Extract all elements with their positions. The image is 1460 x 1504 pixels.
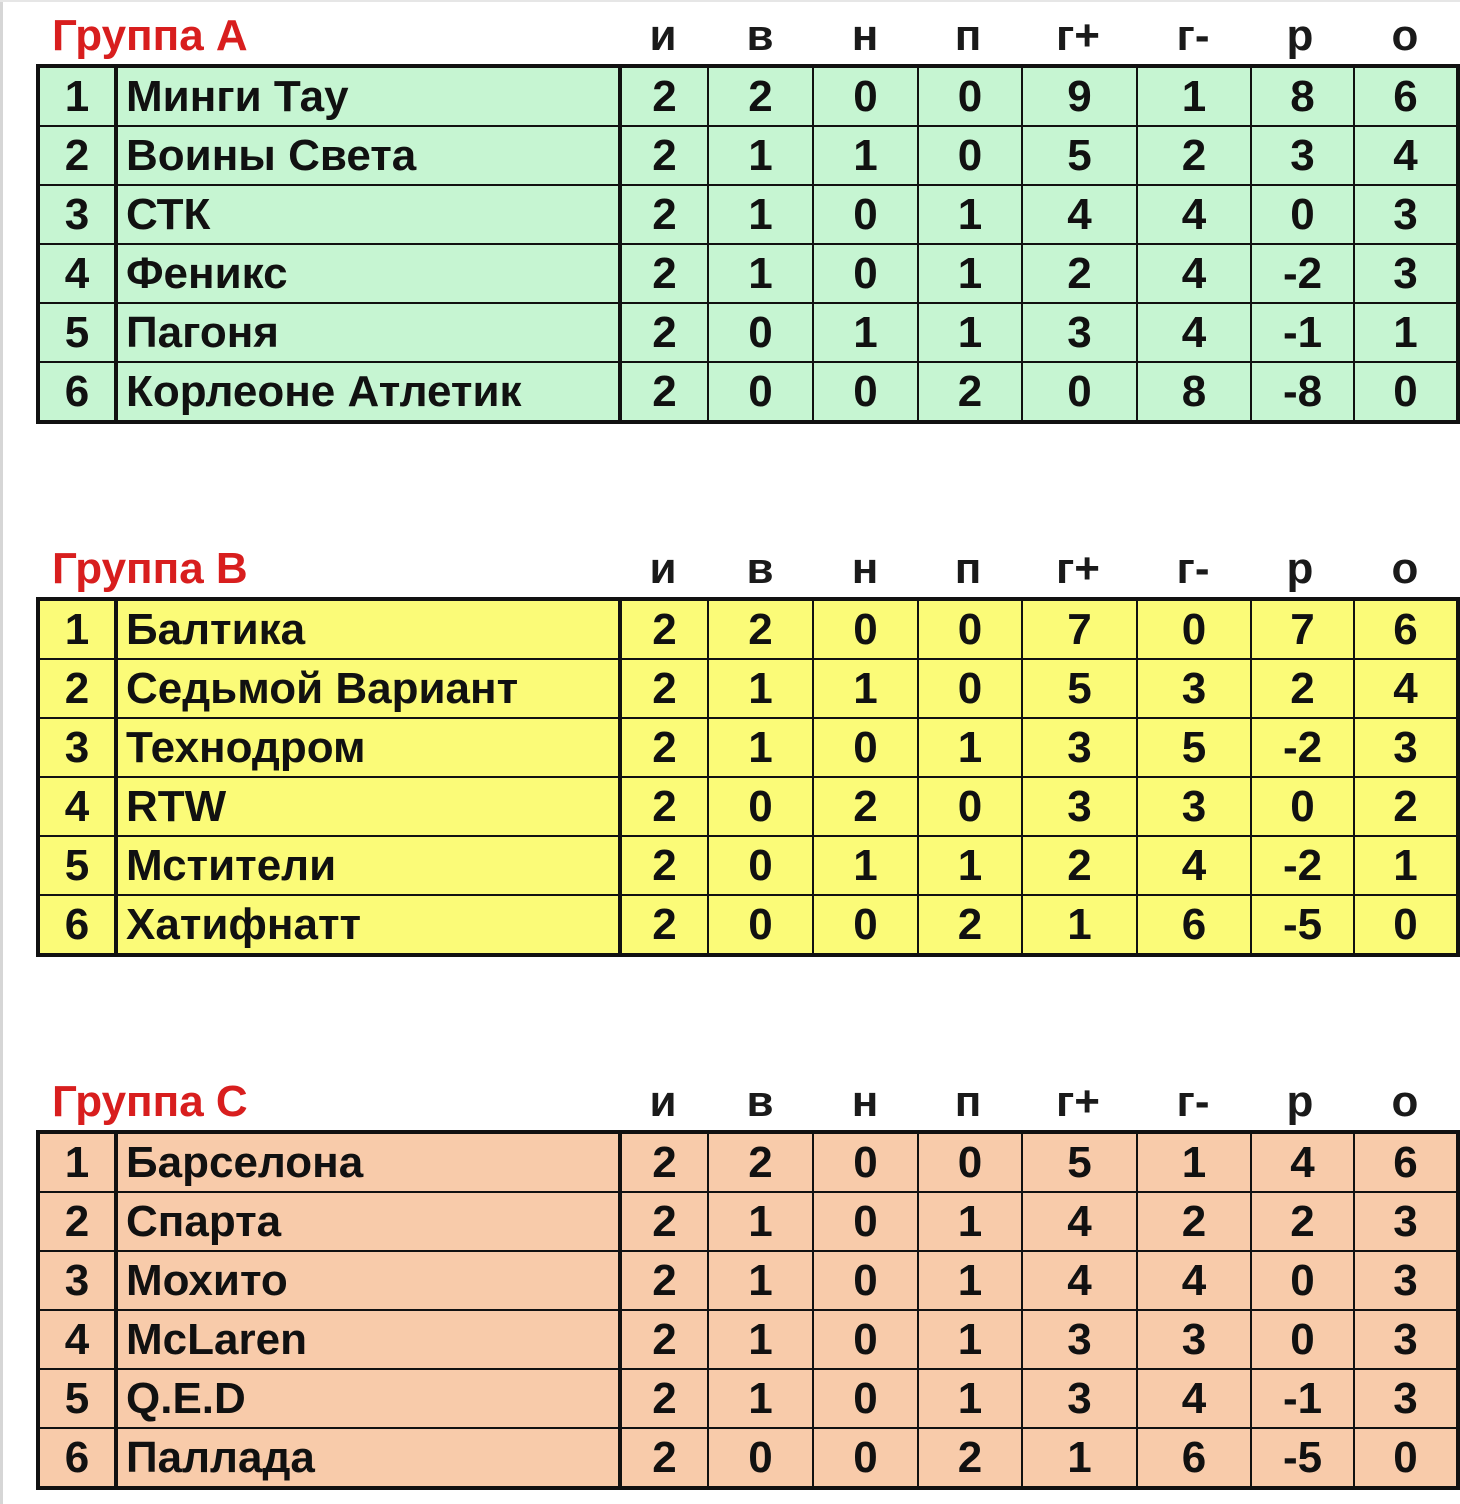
position-cell: 5 [38, 1369, 116, 1428]
stat-cell: 1 [708, 659, 813, 718]
stat-cell: 1 [1137, 1132, 1251, 1192]
stat-cell: 2 [1137, 1192, 1251, 1251]
stat-cell: 0 [813, 1310, 918, 1369]
column-header: о [1391, 544, 1419, 593]
stat-cell: 2 [708, 599, 813, 659]
stat-cell: 2 [708, 1132, 813, 1192]
stat-cell: 0 [813, 66, 918, 126]
team-name-cell: Пагоня [116, 303, 620, 362]
column-header: п [954, 544, 982, 593]
position-cell: 4 [38, 777, 116, 836]
stat-cell: 3 [1022, 777, 1137, 836]
column-header: о [1391, 11, 1419, 60]
column-header: г+ [1055, 1077, 1101, 1126]
position-cell: 3 [38, 185, 116, 244]
stat-cell: 4 [1137, 185, 1251, 244]
stat-cell: 5 [1022, 659, 1137, 718]
stat-cell: 1 [708, 185, 813, 244]
standings-table [36, 597, 1460, 957]
stat-cell: 1 [918, 1369, 1022, 1428]
stat-cell: 0 [918, 126, 1022, 185]
stat-cell: 3 [1354, 1192, 1458, 1251]
stat-cell: -5 [1251, 1428, 1354, 1488]
stat-cell: 6 [1354, 599, 1458, 659]
column-header: и [649, 1077, 677, 1126]
stat-cell: 0 [813, 1192, 918, 1251]
position-cell: 4 [38, 1310, 116, 1369]
stat-cell: 1 [918, 1310, 1022, 1369]
stat-cell: 0 [813, 1251, 918, 1310]
team-name-cell: Технодром [116, 718, 620, 777]
stat-cell: 1 [813, 126, 918, 185]
column-header: н [851, 11, 879, 60]
team-name-cell: Балтика [116, 599, 620, 659]
stat-cell: 8 [1137, 362, 1251, 422]
stat-cell: 2 [1137, 126, 1251, 185]
stat-cell: 1 [813, 836, 918, 895]
stat-cell: 4 [1137, 1251, 1251, 1310]
stat-cell: 1 [1022, 895, 1137, 955]
stat-cell: 5 [1022, 126, 1137, 185]
stat-cell: 2 [620, 362, 708, 422]
column-header: н [851, 544, 879, 593]
table-row [38, 1251, 1458, 1310]
column-header: в [746, 11, 774, 60]
stat-cell: 6 [1137, 895, 1251, 955]
column-header: г- [1176, 11, 1210, 60]
stat-cell: 1 [708, 1310, 813, 1369]
stat-cell: 2 [620, 718, 708, 777]
stat-cell: 0 [813, 895, 918, 955]
table-row [38, 126, 1458, 185]
position-cell: 1 [38, 599, 116, 659]
stat-cell: 4 [1022, 1251, 1137, 1310]
table-row [38, 1428, 1458, 1488]
stat-cell: 3 [1137, 659, 1251, 718]
team-name-cell: Хатифнатт [116, 895, 620, 955]
team-name-cell: McLaren [116, 1310, 620, 1369]
column-header: о [1391, 1077, 1419, 1126]
stat-cell: 1 [918, 244, 1022, 303]
stat-cell: 3 [1251, 126, 1354, 185]
stat-cell: 3 [1022, 1369, 1137, 1428]
table-row [38, 1192, 1458, 1251]
group-title: Группа A [52, 11, 248, 60]
stat-cell: 0 [708, 895, 813, 955]
group-title: Группа C [52, 1077, 248, 1126]
standings-table [36, 1130, 1460, 1490]
stat-cell: 0 [1354, 1428, 1458, 1488]
table-row [38, 1132, 1458, 1192]
stat-cell: 1 [708, 244, 813, 303]
column-header: г- [1176, 544, 1210, 593]
stat-cell: 1 [918, 303, 1022, 362]
stat-cell: 5 [1022, 1132, 1137, 1192]
stat-cell: 4 [1137, 244, 1251, 303]
stat-cell: 0 [813, 1369, 918, 1428]
stat-cell: 2 [620, 836, 708, 895]
table-row [38, 777, 1458, 836]
column-header: р [1286, 1077, 1314, 1126]
stat-cell: 2 [1251, 659, 1354, 718]
stat-cell: 0 [813, 599, 918, 659]
stat-cell: 1 [1022, 1428, 1137, 1488]
stat-cell: 2 [620, 303, 708, 362]
team-name-cell: Воины Света [116, 126, 620, 185]
team-name-cell: Спарта [116, 1192, 620, 1251]
stat-cell: 2 [620, 1192, 708, 1251]
stat-cell: 0 [813, 244, 918, 303]
team-name-cell: RTW [116, 777, 620, 836]
column-header: в [746, 1077, 774, 1126]
group-header [0, 2, 1460, 64]
stat-cell: 3 [1354, 244, 1458, 303]
stat-cell: 9 [1022, 66, 1137, 126]
stat-cell: 1 [1354, 303, 1458, 362]
stat-cell: 2 [620, 1251, 708, 1310]
stat-cell: 1 [708, 718, 813, 777]
column-header: п [954, 1077, 982, 1126]
stat-cell: 2 [708, 66, 813, 126]
column-header: г- [1176, 1077, 1210, 1126]
table-row [38, 362, 1458, 422]
column-header: н [851, 1077, 879, 1126]
table-row [38, 303, 1458, 362]
team-name-cell: Минги Тау [116, 66, 620, 126]
position-cell: 1 [38, 66, 116, 126]
stat-cell: 2 [620, 126, 708, 185]
stat-cell: -1 [1251, 1369, 1354, 1428]
stat-cell: 7 [1022, 599, 1137, 659]
column-header: в [746, 544, 774, 593]
team-name-cell: Мохито [116, 1251, 620, 1310]
stat-cell: 1 [708, 126, 813, 185]
stat-cell: 2 [620, 1310, 708, 1369]
stat-cell: 0 [813, 185, 918, 244]
stat-cell: 6 [1354, 66, 1458, 126]
group-1 [0, 2, 1460, 416]
stat-cell: 7 [1251, 599, 1354, 659]
stat-cell: 0 [708, 777, 813, 836]
stat-cell: 1 [708, 1251, 813, 1310]
stat-cell: 4 [1137, 303, 1251, 362]
stat-cell: 2 [1251, 1192, 1354, 1251]
stat-cell: 3 [1354, 718, 1458, 777]
position-cell: 5 [38, 303, 116, 362]
stat-cell: 2 [918, 362, 1022, 422]
stat-cell: 2 [620, 895, 708, 955]
team-name-cell: СТК [116, 185, 620, 244]
stat-cell: 1 [708, 1369, 813, 1428]
stat-cell: -1 [1251, 303, 1354, 362]
team-name-cell: Мстители [116, 836, 620, 895]
stat-cell: 5 [1137, 718, 1251, 777]
stat-cell: 6 [1354, 1132, 1458, 1192]
stat-cell: 2 [620, 599, 708, 659]
standings-table [36, 64, 1460, 424]
position-cell: 2 [38, 659, 116, 718]
position-cell: 4 [38, 244, 116, 303]
team-name-cell: Q.E.D [116, 1369, 620, 1428]
stat-cell: -2 [1251, 718, 1354, 777]
stat-cell: 1 [918, 1251, 1022, 1310]
stat-cell: 8 [1251, 66, 1354, 126]
stat-cell: 1 [708, 1192, 813, 1251]
stat-cell: 0 [708, 362, 813, 422]
group-3 [0, 1068, 1460, 1482]
stat-cell: 1 [1137, 66, 1251, 126]
stat-cell: 4 [1354, 659, 1458, 718]
stat-cell: 0 [1022, 362, 1137, 422]
stat-cell: 2 [620, 66, 708, 126]
table-row [38, 1369, 1458, 1428]
stat-cell: -8 [1251, 362, 1354, 422]
stat-cell: -5 [1251, 895, 1354, 955]
stat-cell: 0 [1354, 895, 1458, 955]
team-name-cell: Барселона [116, 1132, 620, 1192]
stat-cell: 0 [708, 836, 813, 895]
stat-cell: 4 [1022, 185, 1137, 244]
stat-cell: 4 [1251, 1132, 1354, 1192]
stat-cell: 0 [918, 599, 1022, 659]
stat-cell: 6 [1137, 1428, 1251, 1488]
stat-cell: 0 [708, 303, 813, 362]
stat-cell: 0 [1251, 185, 1354, 244]
stat-cell: -2 [1251, 836, 1354, 895]
stat-cell: 4 [1354, 126, 1458, 185]
stat-cell: 2 [918, 1428, 1022, 1488]
stat-cell: 2 [620, 1428, 708, 1488]
left-border [0, 0, 3, 1504]
stat-cell: 2 [620, 777, 708, 836]
stat-cell: 4 [1022, 1192, 1137, 1251]
table-row [38, 718, 1458, 777]
stat-cell: 0 [1354, 362, 1458, 422]
stat-cell: 2 [1022, 836, 1137, 895]
stat-cell: 2 [620, 1132, 708, 1192]
stat-cell: 0 [708, 1428, 813, 1488]
stat-cell: 2 [1354, 777, 1458, 836]
stat-cell: 1 [813, 303, 918, 362]
column-header: и [649, 11, 677, 60]
stat-cell: 0 [918, 66, 1022, 126]
table-row [38, 1310, 1458, 1369]
stat-cell: 3 [1354, 1310, 1458, 1369]
stat-cell: 3 [1354, 1369, 1458, 1428]
table-row [38, 244, 1458, 303]
position-cell: 3 [38, 1251, 116, 1310]
stat-cell: 3 [1137, 1310, 1251, 1369]
position-cell: 2 [38, 126, 116, 185]
team-name-cell: Паллада [116, 1428, 620, 1488]
group-header [0, 1068, 1460, 1130]
stat-cell: 0 [1251, 777, 1354, 836]
position-cell: 5 [38, 836, 116, 895]
stat-cell: 0 [918, 777, 1022, 836]
stat-cell: 0 [813, 1132, 918, 1192]
position-cell: 6 [38, 895, 116, 955]
stat-cell: 4 [1137, 836, 1251, 895]
stat-cell: 1 [813, 659, 918, 718]
stat-cell: 1 [918, 718, 1022, 777]
stat-cell: 0 [813, 718, 918, 777]
stat-cell: 0 [813, 362, 918, 422]
group-title: Группа B [52, 544, 248, 593]
stat-cell: 3 [1137, 777, 1251, 836]
column-header: г+ [1055, 544, 1101, 593]
table-row [38, 185, 1458, 244]
team-name-cell: Корлеоне Атлетик [116, 362, 620, 422]
stat-cell: 1 [1354, 836, 1458, 895]
stat-cell: 3 [1022, 1310, 1137, 1369]
stat-cell: 0 [1251, 1251, 1354, 1310]
stat-cell: 4 [1137, 1369, 1251, 1428]
team-name-cell: Седьмой Вариант [116, 659, 620, 718]
stat-cell: 2 [620, 185, 708, 244]
stat-cell: 3 [1022, 303, 1137, 362]
stat-cell: 2 [813, 777, 918, 836]
table-row [38, 659, 1458, 718]
column-header: г+ [1055, 11, 1101, 60]
stat-cell: 0 [1137, 599, 1251, 659]
stat-cell: 0 [918, 659, 1022, 718]
position-cell: 3 [38, 718, 116, 777]
table-row [38, 836, 1458, 895]
group-2 [0, 535, 1460, 949]
stat-cell: -2 [1251, 244, 1354, 303]
column-header: р [1286, 11, 1314, 60]
table-row [38, 66, 1458, 126]
table-row [38, 895, 1458, 955]
team-name-cell: Феникс [116, 244, 620, 303]
position-cell: 6 [38, 362, 116, 422]
stat-cell: 1 [918, 1192, 1022, 1251]
stat-cell: 2 [1022, 244, 1137, 303]
stat-cell: 3 [1022, 718, 1137, 777]
stat-cell: 2 [620, 244, 708, 303]
column-header: и [649, 544, 677, 593]
stat-cell: 2 [620, 1369, 708, 1428]
stat-cell: 2 [620, 659, 708, 718]
stat-cell: 1 [918, 836, 1022, 895]
column-header: п [954, 11, 982, 60]
stat-cell: 3 [1354, 1251, 1458, 1310]
position-cell: 1 [38, 1132, 116, 1192]
stat-cell: 0 [813, 1428, 918, 1488]
group-header [0, 535, 1460, 597]
position-cell: 2 [38, 1192, 116, 1251]
stat-cell: 0 [1251, 1310, 1354, 1369]
position-cell: 6 [38, 1428, 116, 1488]
stat-cell: 0 [918, 1132, 1022, 1192]
column-header: р [1286, 544, 1314, 593]
stat-cell: 1 [918, 185, 1022, 244]
table-row [38, 599, 1458, 659]
stat-cell: 3 [1354, 185, 1458, 244]
stat-cell: 2 [918, 895, 1022, 955]
